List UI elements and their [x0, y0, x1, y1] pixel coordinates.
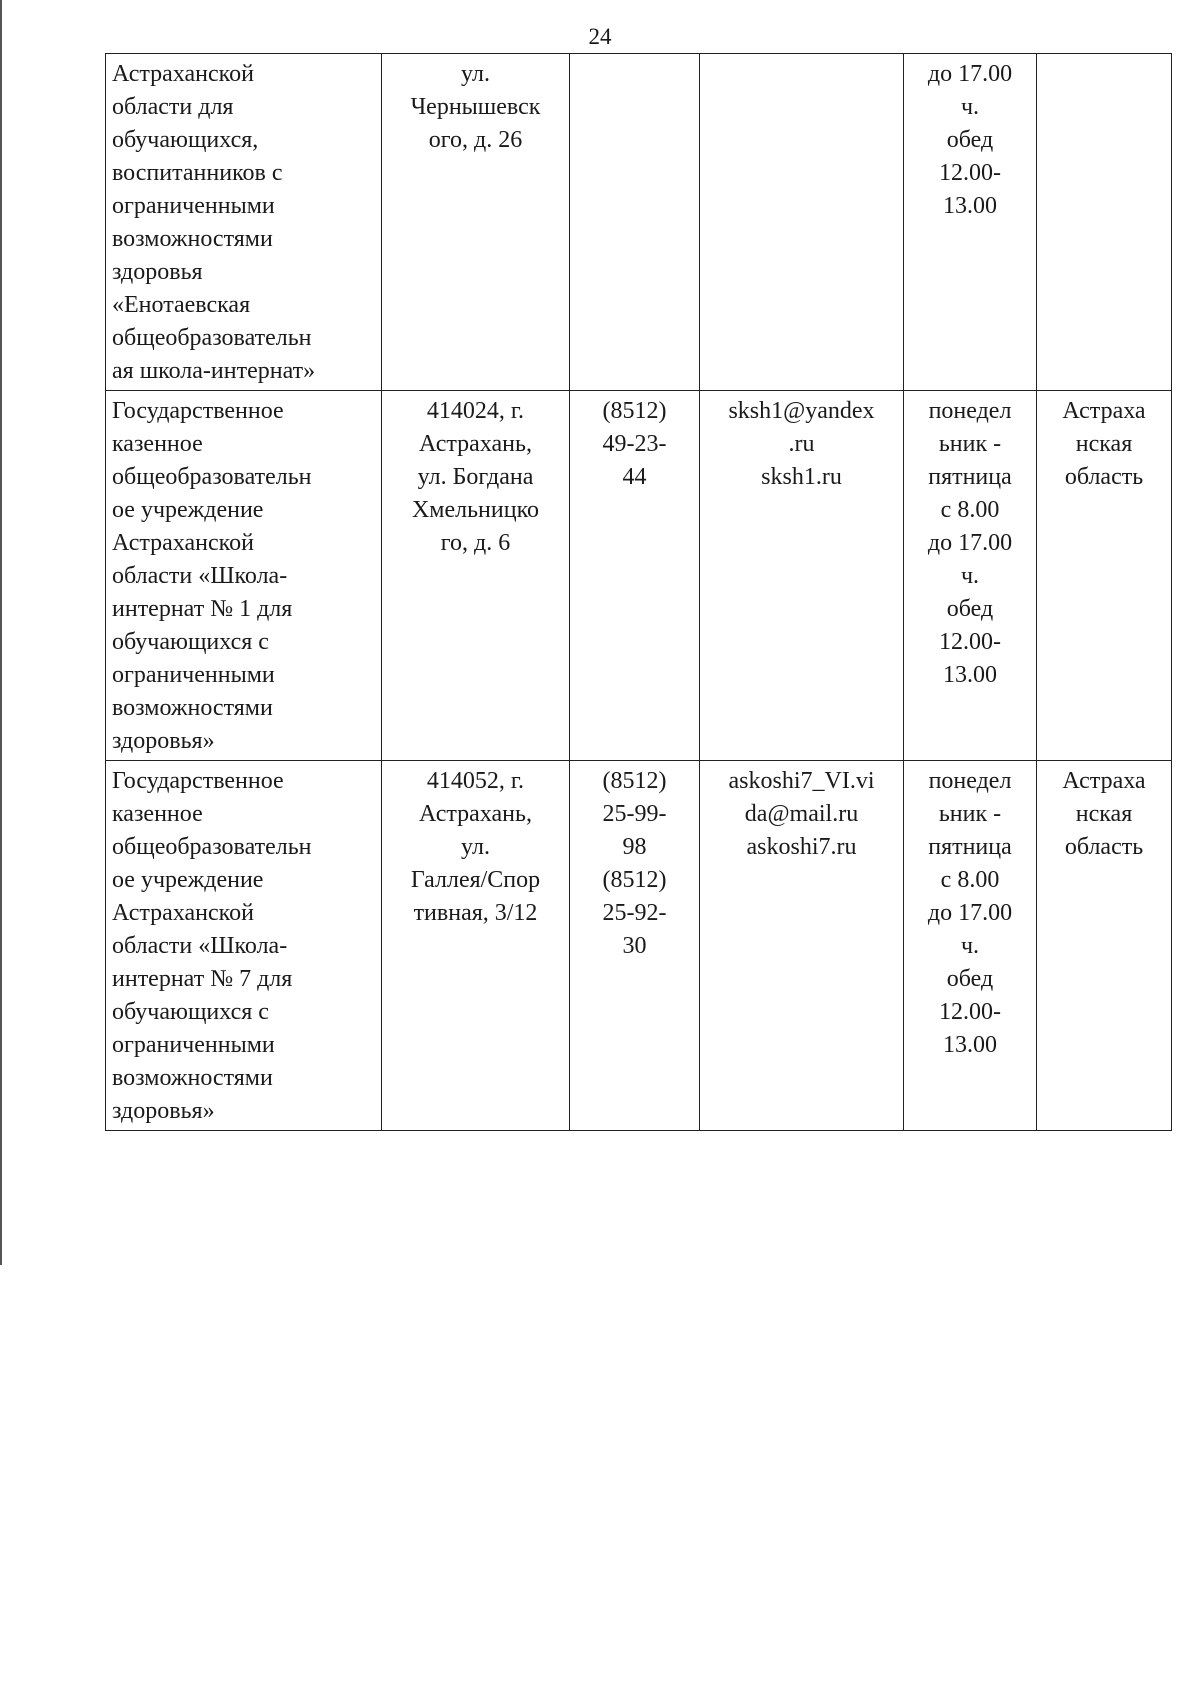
institution-name-cell: Государственное казенное общеобразовательн ое учреждение Астраханской области «Школа- интернат № 7 для обучающихся с ограниченными возможностями здоровья»	[106, 761, 382, 1131]
phone-cell: (8512) 25-99- 98 (8512) 25-92- 30	[570, 761, 700, 1131]
phone-cell: (8512) 49-23- 44	[570, 391, 700, 761]
region-cell: Астраха нская область	[1037, 391, 1172, 761]
email-website-cell	[700, 54, 904, 391]
table-row	[106, 761, 1172, 1131]
table-row	[106, 391, 1172, 761]
institution-name-cell: Астраханской области для обучающихся, воспитанников с ограниченными возможностями здоровья «Енотаевская общеобразовательн ая школа-интернат»	[106, 54, 382, 391]
address-cell: 414052, г. Астрахань, ул. Галлея/Спор тивная, 3/12	[382, 761, 570, 1131]
email-website-cell: askoshi7_VI.vi da@mail.ru askoshi7.ru	[700, 761, 904, 1131]
working-hours-cell: понедел ьник - пятница с 8.00 до 17.00 ч. обед 12.00- 13.00	[904, 761, 1037, 1131]
email-website-cell: sksh1@yandex .ru sksh1.ru	[700, 391, 904, 761]
phone-cell	[570, 54, 700, 391]
working-hours-cell: до 17.00 ч. обед 12.00- 13.00	[904, 54, 1037, 391]
region-cell	[1037, 54, 1172, 391]
table-row	[106, 54, 1172, 391]
page-number: 24	[588, 24, 612, 49]
address-cell: ул. Чернышевск ого, д. 26	[382, 54, 570, 391]
region-cell: Астраха нская область	[1037, 761, 1172, 1131]
institutions-table	[105, 53, 1172, 1131]
scan-edge-line	[0, 0, 2, 1265]
working-hours-cell: понедел ьник - пятница с 8.00 до 17.00 ч. обед 12.00- 13.00	[904, 391, 1037, 761]
institution-name-cell: Государственное казенное общеобразовательн ое учреждение Астраханской области «Школа- интернат № 1 для обучающихся с ограниченными возможностями здоровья»	[106, 391, 382, 761]
address-cell: 414024, г. Астрахань, ул. Богдана Хмельницко го, д. 6	[382, 391, 570, 761]
